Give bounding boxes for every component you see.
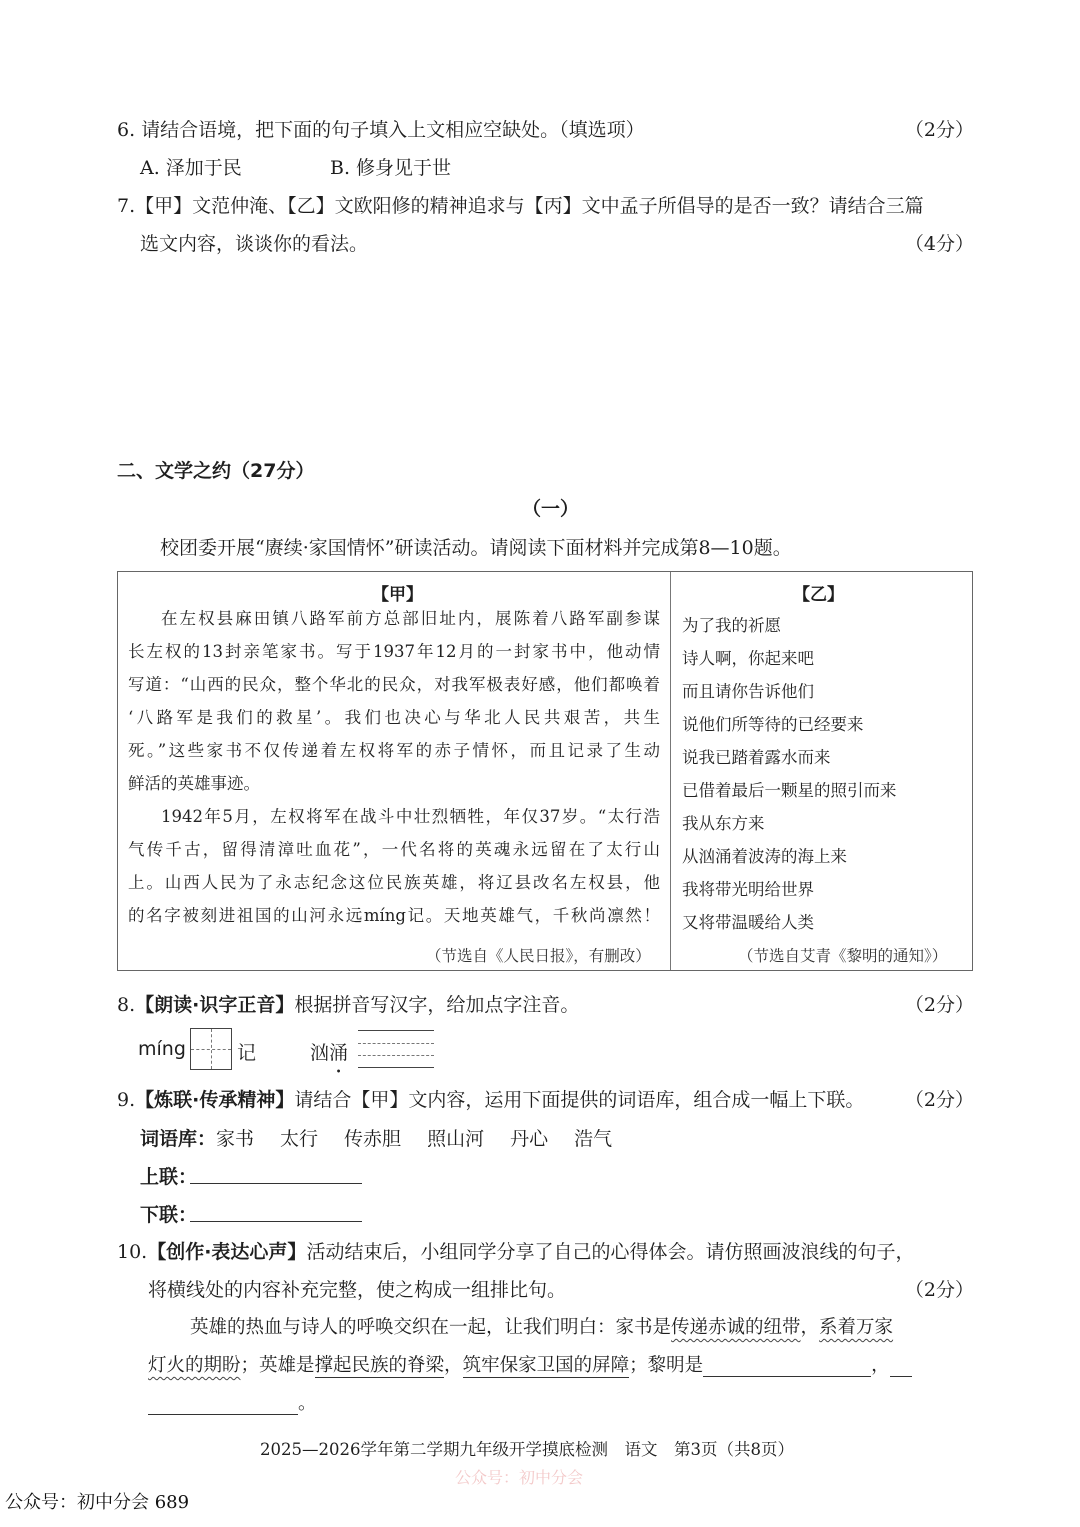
poem-line: 我从东方来: [682, 814, 765, 833]
poem-line: 而且请你告诉他们: [682, 682, 814, 701]
q10-para-line2: 灯火的期盼；英雄是撑起民族的脊梁，筑牢保家卫国的屏障；黎明是 ，: [148, 1351, 912, 1378]
column-divider: [670, 572, 671, 970]
section-intro: 校团委开展“赓续·家国情怀”研读活动。请阅读下面材料并完成第8—10题。: [160, 537, 792, 559]
q9-text: 9.【炼联·传承精神】请结合【甲】文内容，运用下面提供的词语库，组合成一幅上下联。: [117, 1089, 865, 1111]
lower-line-label: 下联：: [140, 1204, 198, 1226]
section-title: 二、文学之约（27分）: [117, 460, 315, 482]
q10-blank-2b[interactable]: [148, 1393, 298, 1415]
q7-points: （4分）: [904, 233, 974, 255]
q10-line2: 将横线处的内容补充完整，使之构成一组排比句。: [148, 1279, 567, 1301]
poem-line: 从汹涌着波涛的海上来: [682, 847, 847, 866]
jia-source: （节选自《人民日报》，有删改）: [426, 947, 651, 965]
yi-source: （节选自艾青《黎明的通知》）: [738, 947, 948, 965]
q7-line1: 7.【甲】文范仲淹、【乙】文欧阳修的精神追求与【丙】文中孟子所倡导的是否一致？请结合三篇: [117, 195, 924, 217]
q6-text: 6. 请结合语境，把下面的句子填入上文相应空缺处。（填选项）: [117, 119, 645, 141]
yi-title: 【乙】: [793, 585, 844, 605]
part-label: （一）: [522, 498, 580, 520]
poem-line: 说我已踏着露水而来: [682, 748, 831, 767]
poem-line: 诗人啊，你起来吧: [682, 649, 814, 668]
q8-word: 汹涌: [310, 1042, 349, 1064]
lower-line-blank[interactable]: [190, 1221, 362, 1222]
q10-line1: 10.【创作·表达心声】活动结束后，小组同学分享了自己的心得体会。请仿照画波浪线的句子，: [117, 1241, 915, 1263]
jia-line: 长左权的13封亲笔家书。写于1937年12月的一封家书中，他动情: [128, 642, 660, 661]
jia-title: 【甲】: [372, 585, 423, 605]
q10-points: （2分）: [904, 1279, 974, 1301]
material-box: [117, 571, 973, 971]
jia-line: 1942年5月，左权将军在战斗中壮烈牺牲，年仅37岁。“太行浩: [161, 807, 660, 826]
character-box[interactable]: [190, 1028, 232, 1070]
jia-line: ‘八路军是我们的救星’。我们也决心与华北人民共艰苦，共生: [128, 708, 660, 727]
q6-option-b: B. 修身见于世: [330, 157, 452, 179]
q9-points: （2分）: [904, 1089, 974, 1111]
jia-line: 气传千古，留得清漳吐血花”，一代名将的英魂永远留在了太行山: [128, 840, 660, 859]
poem-line: 为了我的祈愿: [682, 616, 781, 635]
jia-line: 在左权县麻田镇八路军前方总部旧址内，展陈着八路军副参谋: [161, 609, 660, 628]
page-footer: 2025—2026学年第二学期九年级开学摸底检测 语文 第3页（共8页）: [260, 1440, 794, 1459]
q8-pinyin: míng: [138, 1038, 186, 1060]
q6-option-a: A. 泽加于民: [140, 157, 242, 179]
pinyin-answer-box[interactable]: [358, 1030, 434, 1068]
jia-text: [128, 602, 660, 932]
q10-para-line1: 英雄的热血与诗人的呼唤交织在一起，让我们明白：家书是传递赤诚的纽带，系着万家: [190, 1317, 894, 1338]
q6-points: （2分）: [904, 119, 974, 141]
word-bank: 词语库：家书 太行 传赤胆 照山河 丹心 浩气: [140, 1128, 613, 1150]
q10-para-line3: 。: [148, 1389, 317, 1415]
upper-line-label: 上联：: [140, 1166, 198, 1188]
upper-line-blank[interactable]: [190, 1183, 362, 1184]
jia-line: 鲜活的英雄事迹。: [128, 774, 260, 793]
poem-line: 又将带温暖给人类: [682, 913, 814, 932]
q10-blank-1[interactable]: [703, 1355, 871, 1377]
jia-line: 的名字被刻进祖国的山河永远míng记。天地英雄气，千秋尚凛然！: [128, 906, 660, 925]
watermark: 公众号：初中分会: [455, 1468, 584, 1487]
q10-blank-2a[interactable]: [890, 1355, 912, 1377]
source-mark: 公众号：初中分会 689: [5, 1492, 190, 1513]
poem-line: 我将带光明给世界: [682, 880, 814, 899]
jia-line: 死。”这些家书不仅传递着左权将军的赤子情怀，而且记录了生动: [128, 741, 660, 760]
poem-line: 说他们所等待的已经要来: [682, 715, 864, 734]
yi-poem: [682, 609, 962, 939]
jia-line: 写道：“山西的民众，整个华北的民众，对我军极表好感，他们都唤着: [128, 675, 660, 694]
jia-line: 上。山西人民为了永志纪念这位民族英雄，将辽县改名左权县，他: [128, 873, 660, 892]
q7-line2: 选文内容，谈谈你的看法。: [140, 233, 369, 255]
q8-char-after: 记: [237, 1042, 257, 1064]
q8-text: 8.【朗读·识字正音】根据拼音写汉字，给加点字注音。: [117, 994, 580, 1016]
q8-points: （2分）: [904, 994, 974, 1016]
poem-line: 已借着最后一颗星的照引而来: [682, 781, 897, 800]
